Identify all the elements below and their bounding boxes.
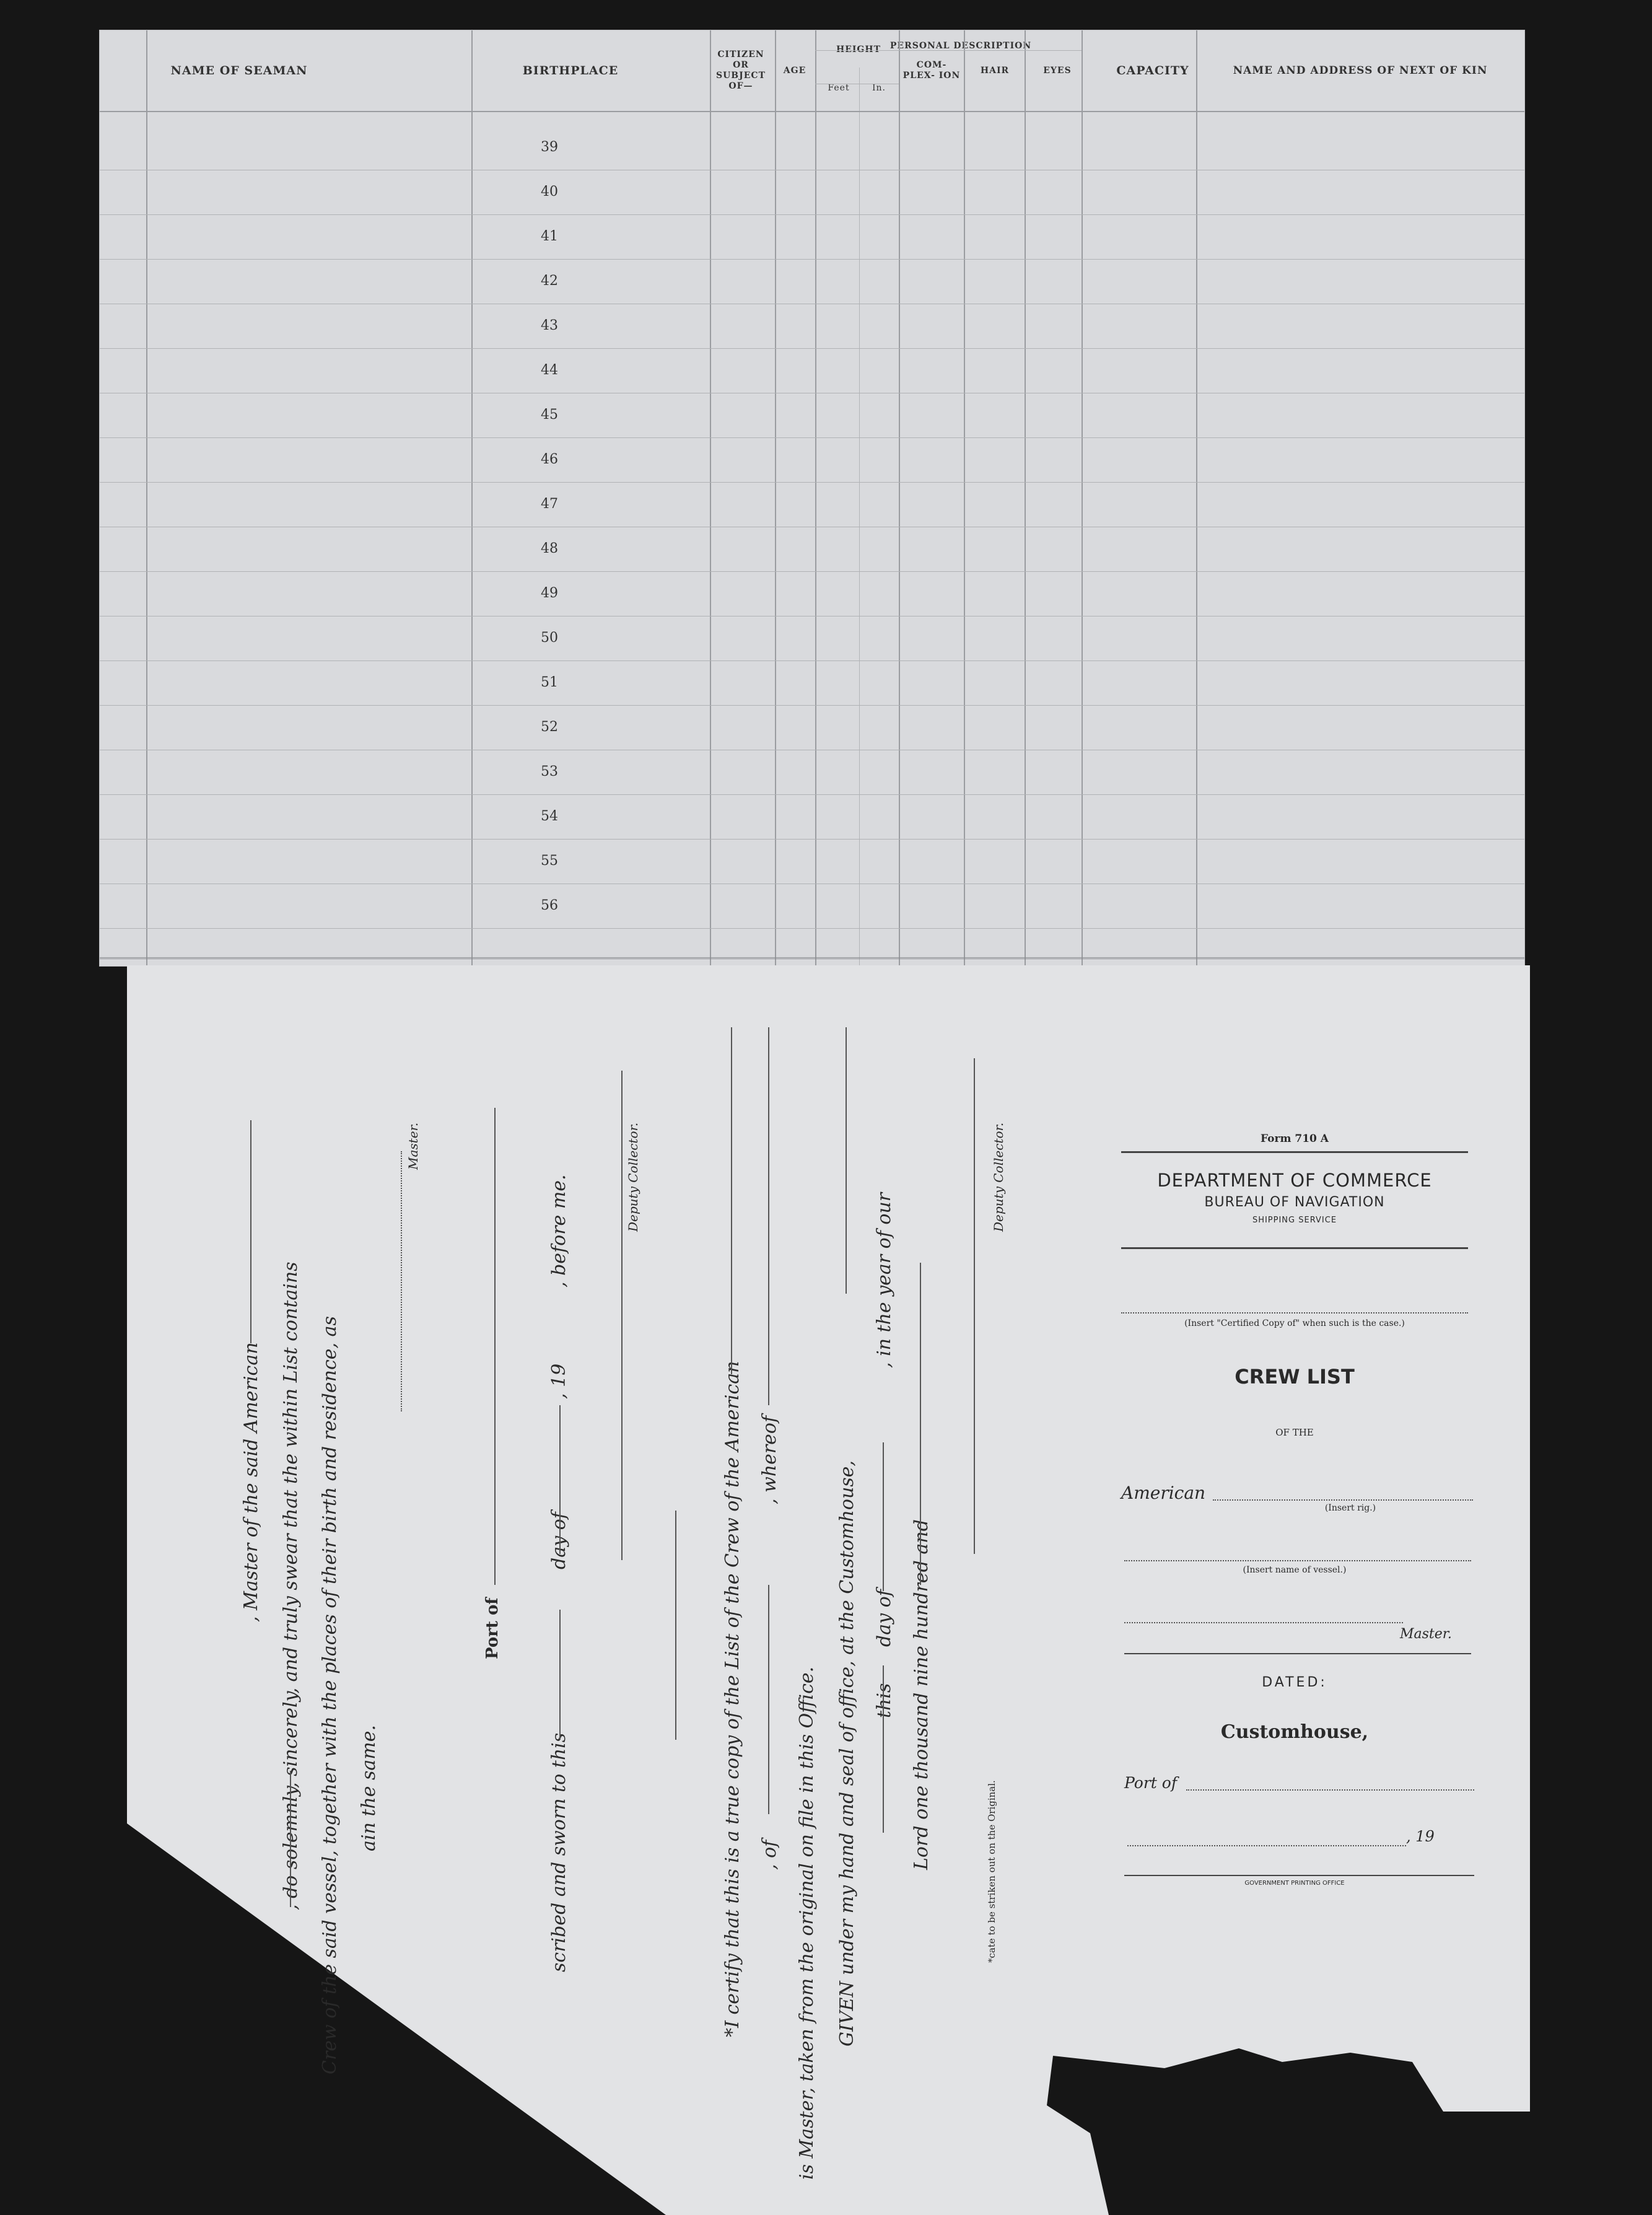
master-label: Master.	[1400, 1626, 1452, 1642]
header-subrule	[815, 50, 1082, 51]
row-number: 39	[541, 139, 558, 155]
port-of-label: Port of	[1124, 1774, 1178, 1792]
row-number: 55	[541, 853, 558, 869]
row-number: 46	[541, 452, 558, 467]
row-number: 44	[541, 362, 558, 378]
row-rule	[100, 214, 1524, 215]
oath-year: , 19	[548, 1363, 570, 1399]
american-label: American	[1121, 1483, 1206, 1503]
master-line	[1124, 1622, 1403, 1623]
cover-rule	[1121, 1151, 1468, 1153]
crew-table	[100, 30, 1524, 966]
oath-deputy-collector: Deputy Collector.	[626, 1122, 640, 1232]
service-heading: SHIPPING SERVICE	[1252, 1216, 1337, 1225]
oath-line-1: , Master of the said American	[240, 1342, 262, 1622]
row-number: 41	[541, 229, 558, 244]
column-divider	[815, 30, 816, 966]
header-capacity: CAPACITY	[1116, 64, 1189, 77]
row-number: 56	[541, 898, 558, 913]
oath-line-2: , do solemnly, sincerely, and truly swear that the within List contains	[280, 1261, 302, 1910]
row-rule	[100, 928, 1524, 929]
oath-line-3: Crew of the said vessel, together with the places of their birth and residence, as	[319, 1316, 341, 2074]
row-rule	[100, 259, 1524, 260]
fill-line	[494, 1108, 496, 1585]
header-hair: HAIR	[980, 65, 1010, 76]
dated-label: DATED:	[1262, 1675, 1327, 1690]
oath-day-of: day of	[548, 1512, 570, 1569]
port-line	[1186, 1789, 1474, 1791]
header-inches: In.	[872, 82, 886, 93]
header-eyes: EYES	[1043, 65, 1072, 76]
header-next-of-kin: NAME AND ADDRESS OF NEXT OF KIN	[1233, 64, 1488, 77]
row-rule	[100, 348, 1524, 349]
oath-before-me: , before me.	[548, 1174, 570, 1287]
certificate-line-7: day of	[873, 1589, 895, 1647]
column-divider	[1025, 30, 1026, 966]
column-divider	[146, 30, 147, 966]
table-bottom-rule	[100, 957, 1524, 959]
certificate-deputy-collector: Deputy Collector.	[991, 1122, 1006, 1232]
certificate-line-5: GIVEN under my hand and seal of office, at the Customhouse,	[836, 1460, 858, 2046]
collector-signature-line	[621, 1071, 623, 1560]
row-number: 42	[541, 273, 558, 289]
printer-imprint: GOVERNMENT PRINTING OFFICE	[1244, 1880, 1345, 1887]
fill-line	[559, 1610, 561, 1740]
date-line	[1127, 1845, 1406, 1846]
certificate-line-3: , whereof	[759, 1415, 780, 1504]
certificate-line-4: is Master, taken from the original on file in this Office.	[796, 1666, 818, 2180]
column-divider	[710, 30, 711, 966]
row-number: 50	[541, 630, 558, 646]
row-number: 53	[541, 764, 558, 779]
fill-line	[883, 1442, 884, 1591]
certified-copy-line	[1121, 1312, 1468, 1314]
header-birthplace: BIRTHPLACE	[522, 64, 619, 77]
cover-rule	[1124, 1875, 1474, 1876]
collector-signature-line	[974, 1058, 975, 1554]
row-rule	[100, 794, 1524, 795]
cover-rule	[1124, 1653, 1471, 1654]
fill-line	[290, 1771, 291, 1907]
fill-line	[883, 1665, 884, 1833]
header-rule	[100, 111, 1524, 112]
certificate-footnote: *cate to be striken out on the Original.	[986, 1780, 997, 1963]
lower-panel	[0, 965, 1652, 2215]
oath-master-label: Master.	[406, 1122, 421, 1170]
of-the-label: OF THE	[1275, 1427, 1314, 1438]
certificate-line-9: Lord one thousand nine hundred and	[911, 1519, 932, 1870]
header-name-of-seaman: NAME OF SEAMAN	[170, 64, 308, 77]
fill-line	[846, 1027, 847, 1294]
year-label: , 19	[1406, 1828, 1435, 1845]
fill-line	[768, 1585, 769, 1814]
row-number: 48	[541, 541, 558, 556]
fill-line	[559, 1405, 561, 1554]
row-number: 45	[541, 407, 558, 423]
certificate-line-2: , of	[759, 1840, 780, 1870]
department-heading: DEPARTMENT OF COMMERCE	[1157, 1170, 1432, 1191]
separator-line	[675, 1511, 676, 1740]
vessel-name-line	[1124, 1560, 1471, 1561]
oath-subscribed: scribed and sworn to this	[548, 1732, 570, 1972]
column-divider	[1196, 30, 1197, 966]
column-divider	[899, 30, 900, 966]
row-number: 47	[541, 496, 558, 512]
row-number: 40	[541, 184, 558, 200]
fill-line	[731, 1027, 732, 1374]
header-citizen: CITIZEN OR SUBJECT OF—	[715, 50, 766, 91]
form-number: Form 710 A	[1261, 1133, 1329, 1145]
cover-rule	[1121, 1247, 1468, 1249]
column-divider	[964, 30, 965, 966]
certified-copy-note: (Insert "Certified Copy of" when such is the case.)	[1184, 1318, 1405, 1328]
row-rule	[100, 437, 1524, 438]
oath-port-of: Port of	[483, 1597, 502, 1659]
rig-line	[1213, 1499, 1473, 1501]
header-height: HEIGHT	[836, 44, 881, 55]
header-personal-description: PERSONAL DESCRIPTION	[889, 40, 1032, 51]
crew-table-sheet	[99, 30, 1525, 967]
row-number: 52	[541, 719, 558, 735]
customhouse-label: Customhouse,	[1220, 1721, 1369, 1743]
row-number: 54	[541, 809, 558, 824]
column-divider	[859, 68, 860, 966]
insert-rig-note: (Insert rig.)	[1324, 1503, 1376, 1513]
crew-list-title: CREW LIST	[1235, 1365, 1355, 1388]
certificate-line-1: *I certify that this is a true copy of the List of the Crew of the American	[722, 1361, 743, 2037]
row-rule	[100, 571, 1524, 572]
column-divider	[775, 30, 776, 966]
master-signature-line	[401, 1151, 402, 1411]
row-number: 51	[541, 675, 558, 690]
fill-line	[920, 1263, 921, 1585]
row-rule	[100, 660, 1524, 661]
column-divider	[1082, 30, 1083, 966]
certificate-line-8: , in the year of our	[873, 1192, 895, 1368]
header-feet: Feet	[828, 82, 850, 93]
row-number: 49	[541, 586, 558, 601]
header-complexion: COM- PLEX- ION	[902, 60, 961, 81]
header-age: AGE	[783, 65, 806, 76]
row-rule	[100, 705, 1524, 706]
row-number: 43	[541, 318, 558, 333]
certificate-line-6: this	[873, 1683, 895, 1718]
oath-line-4: ain the same.	[358, 1724, 380, 1851]
fill-line	[250, 1120, 251, 1343]
insert-vessel-note: (Insert name of vessel.)	[1243, 1565, 1347, 1575]
row-rule	[100, 482, 1524, 483]
fill-line	[768, 1027, 769, 1405]
row-rule	[100, 839, 1524, 840]
bureau-heading: BUREAU OF NAVIGATION	[1204, 1195, 1385, 1210]
